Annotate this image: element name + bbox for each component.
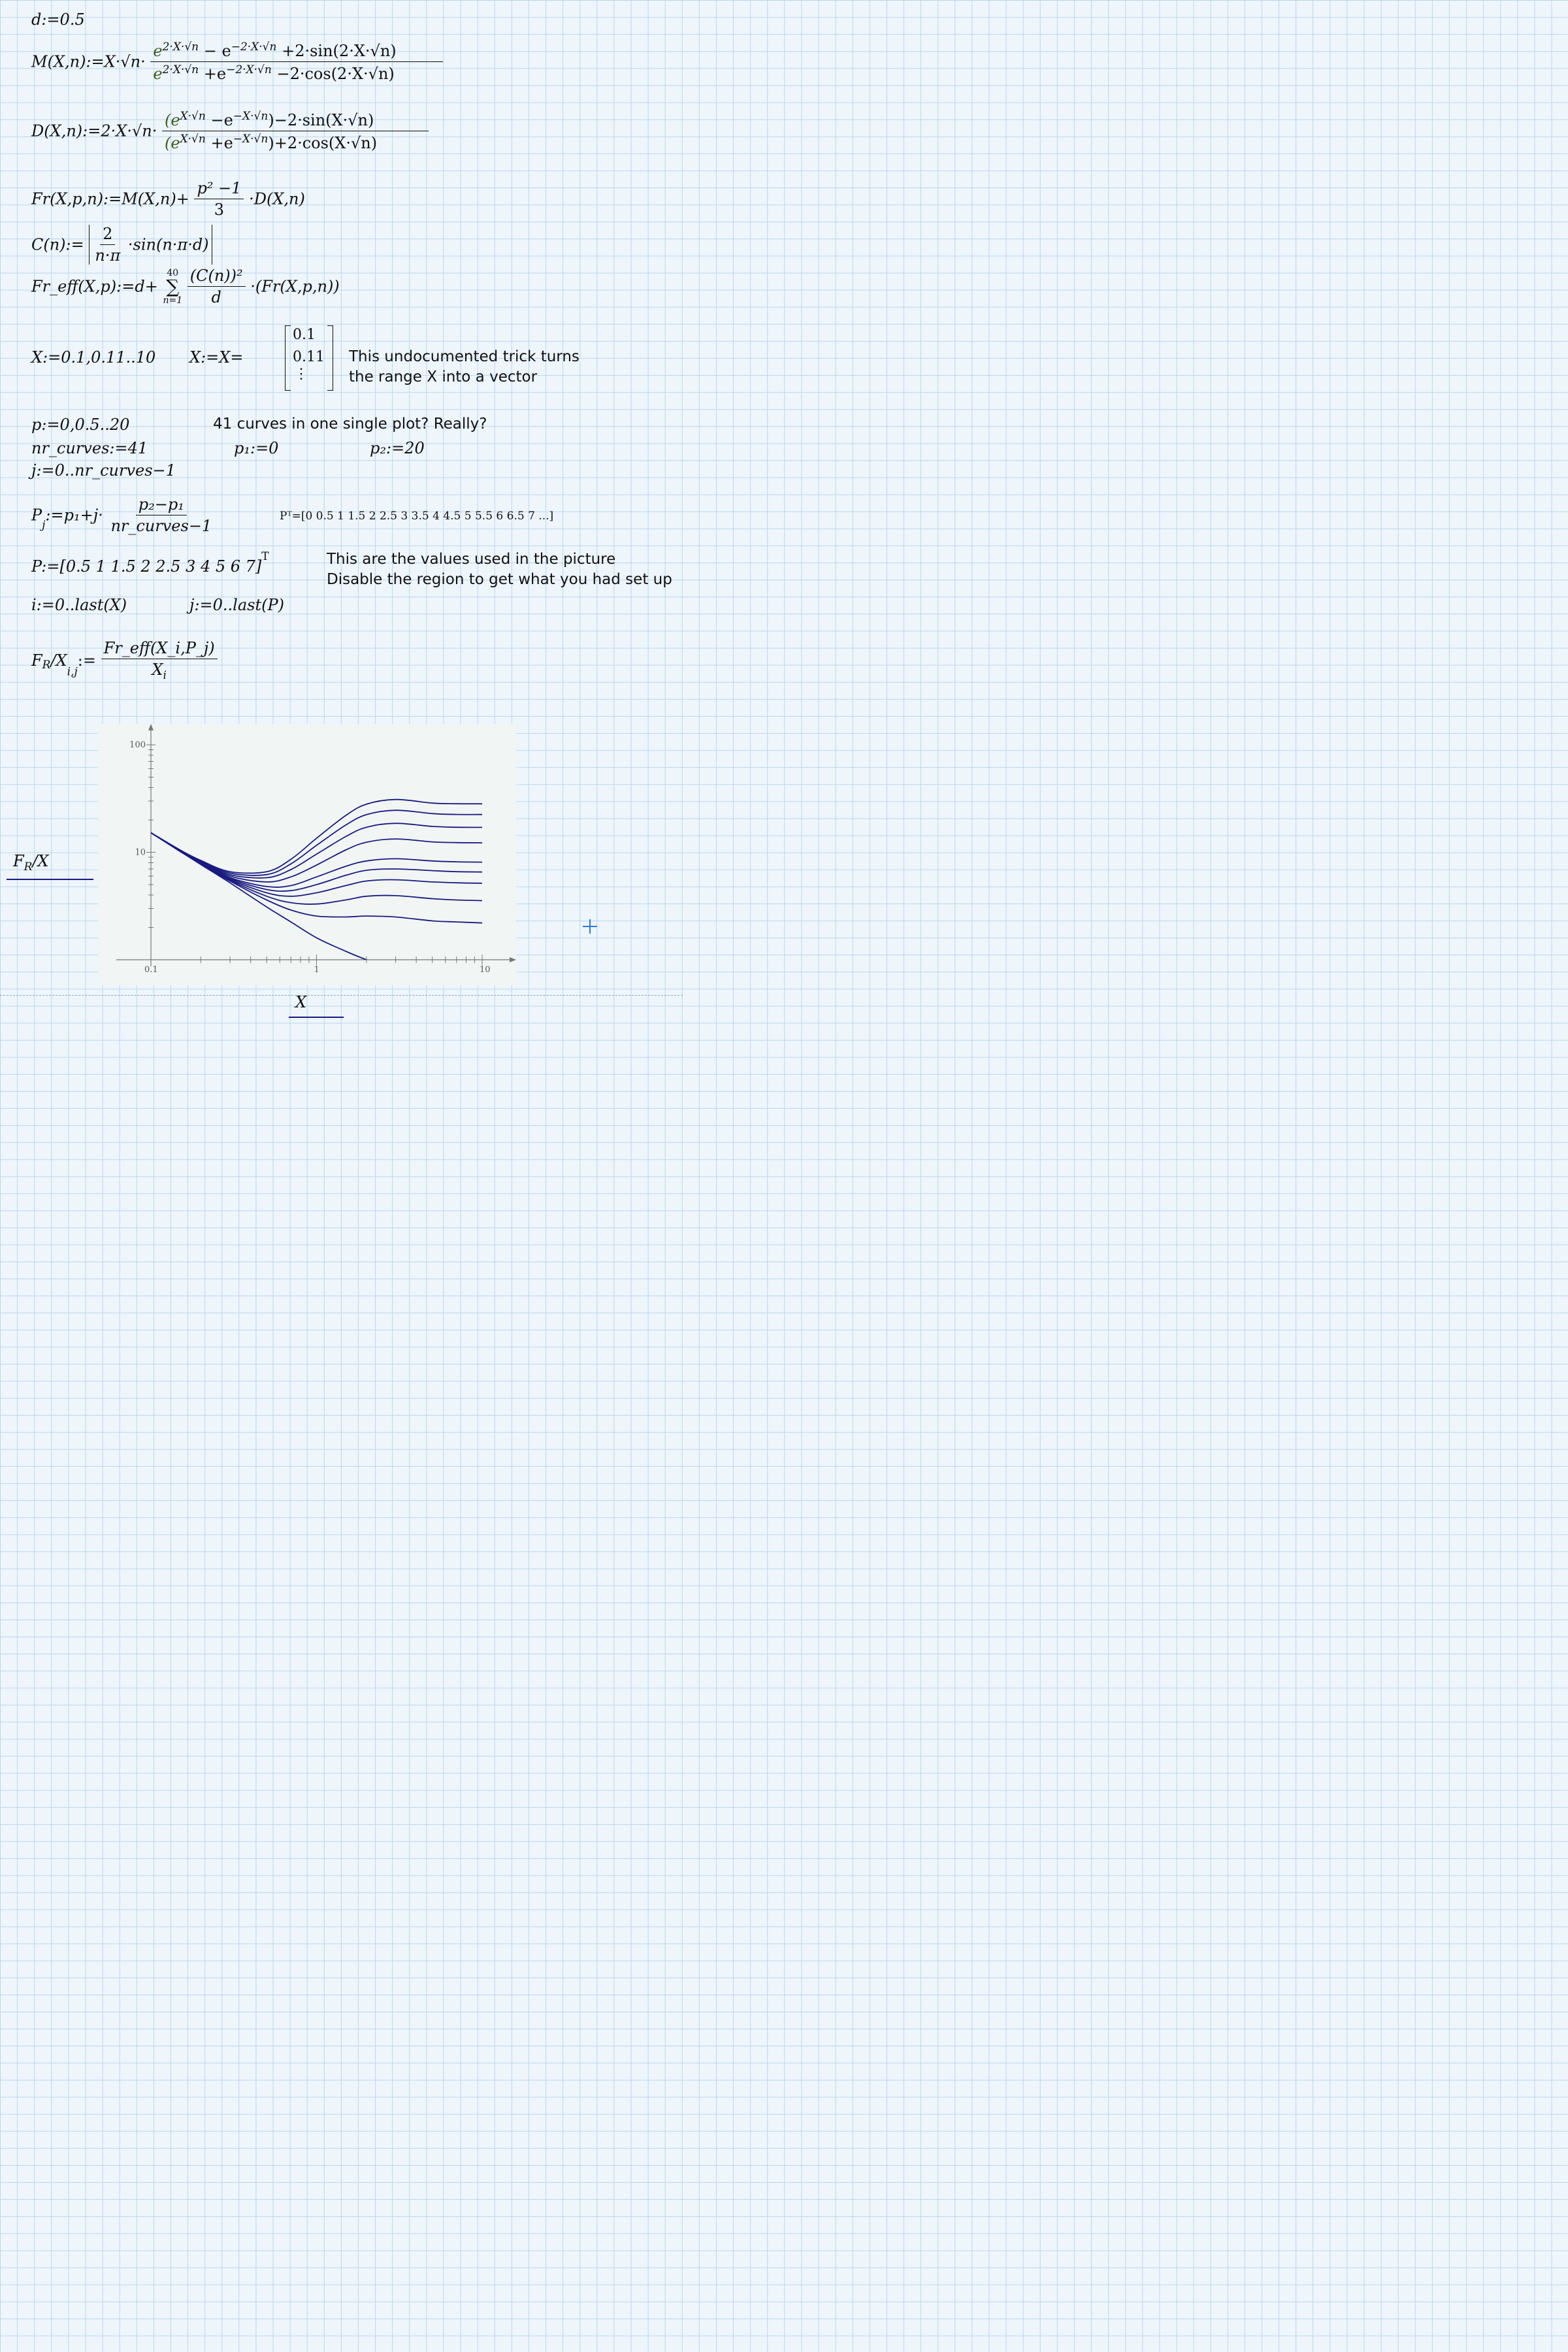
nr-curves-definition[interactable]: nr_curves:=41: [31, 439, 148, 457]
M-num-sin: +2·sin(2·X·√n): [276, 42, 397, 60]
y-tick-label: 10: [135, 847, 146, 858]
FR-lhs-index: i,j: [67, 665, 78, 679]
FR-numerator: Fr_eff(X_i,P_j): [101, 639, 218, 659]
plot-ticks: [129, 740, 490, 975]
x-tick-label: 1: [314, 965, 319, 975]
x-tick-label: 10: [480, 965, 491, 975]
D-den-exp2-power: −X·√n: [233, 133, 269, 146]
M-num-exp1: e: [153, 42, 163, 60]
Freff-numerator: (C(n))²: [188, 267, 246, 287]
y-axis-label[interactable]: [13, 852, 49, 874]
j-range-definition[interactable]: j:=0..nr_curves−1: [31, 461, 176, 480]
M-lhs: M(X,n):=X·√n·: [31, 52, 146, 71]
FR-denominator-sub: i: [163, 668, 167, 682]
FR-lhs: F: [31, 651, 42, 670]
sum-upper-limit: 40: [167, 267, 179, 278]
M-den-cos: −2·cos(2·X·√n): [271, 65, 395, 83]
series-line: [151, 833, 482, 923]
C-rhs: ·sin(n·π·d): [127, 235, 209, 254]
D-lhs: D(X,n):=2·X·√n·: [31, 122, 157, 140]
p1-definition[interactable]: p₁:=0: [234, 439, 279, 457]
D-den-cos: )+2·cos(X·√n): [268, 134, 378, 152]
Pj-denominator: nr_curves−1: [110, 517, 212, 535]
P-override-text: P:=[0.5 1 1.5 2 2.5 3 4 5 6 7]: [31, 557, 262, 576]
Freff-lhs: Fr_eff(X,p):=d+: [31, 277, 158, 296]
FR-assign: :=: [77, 651, 96, 670]
sum-lower-limit: n=1: [163, 295, 183, 306]
x-tick-label: 0.1: [144, 965, 158, 975]
Freff-denominator: d: [211, 288, 221, 306]
matrix-cell: ⋮: [294, 366, 308, 382]
Pj-lhs: P: [31, 506, 42, 525]
X-range-definition[interactable]: X:=0.1,0.11..10: [31, 348, 156, 367]
p-range-definition[interactable]: p:=0,0.5..20: [31, 416, 130, 434]
matrix-cell: 0.11: [293, 349, 325, 365]
x-axis-arrow-icon: [510, 957, 516, 962]
D-num-exp1: (e: [164, 111, 180, 129]
PT-result[interactable]: Pᵀ=[0 0.5 1 1.5 2 2.5 3 3.5 4 4.5 5 5.5 6 6.5 7 ...]: [280, 510, 554, 523]
M-den-exp1: e: [153, 65, 163, 83]
FR-lhs-mid: /X: [50, 651, 67, 670]
sum-icon: ∑: [166, 275, 180, 297]
j-range-definition-2[interactable]: j:=0..last(P): [189, 596, 284, 614]
y-axis-label-render: $F_R/X$: [13, 852, 49, 874]
FR-denominator: X: [152, 661, 163, 679]
Fr-rhs: ·D(X,n): [249, 189, 305, 208]
FR-lhs-sub: R: [42, 659, 51, 672]
D-den-exp1: (e: [164, 134, 180, 152]
x-axis-label-underline: [289, 1017, 344, 1018]
M-num-exp2-power: −2·X·√n: [231, 41, 277, 54]
series-line: [151, 823, 482, 878]
M-num-exp1-power: 2·X·√n: [162, 41, 199, 54]
M-den-exp1-power: 2·X·√n: [162, 63, 199, 76]
Pj-mid: :=p₁+j·: [45, 506, 103, 525]
M-num-exp2: − e: [199, 42, 231, 60]
M-den-exp2-power: −2·X·√n: [226, 63, 272, 76]
y-axis-label-underline: [7, 879, 93, 880]
plot-svg[interactable]: [0, 0, 683, 1024]
p2-definition[interactable]: p₂:=20: [370, 439, 425, 457]
D-den-exp1-power: X·√n: [180, 133, 206, 146]
y-tick-label: 100: [129, 740, 146, 750]
d-definition-text: d:=0.5: [31, 10, 85, 29]
picture-note-line1[interactable]: This are the values used in the picture: [327, 551, 616, 568]
X-vector-eval[interactable]: X:=X=: [189, 348, 244, 367]
C-denominator: n·π: [95, 246, 121, 265]
C-numerator: 2: [100, 225, 115, 245]
page-break-line: [0, 995, 683, 996]
D-den-exp2: +e: [205, 134, 233, 152]
i-range-definition[interactable]: i:=0..last(X): [31, 596, 127, 614]
picture-note-line2[interactable]: Disable the region to get what you had set up: [327, 571, 672, 588]
X-note-line2[interactable]: the range X into a vector: [349, 368, 538, 385]
D-num-sin: )−2·sin(X·√n): [268, 111, 374, 129]
curves-note[interactable]: 41 curves in one single plot? Really?: [213, 416, 487, 433]
X-note-line1[interactable]: This undocumented trick turns: [349, 348, 580, 365]
Freff-rhs: ·(Fr(X,p,n)): [250, 277, 340, 296]
Fr-denominator: 3: [214, 201, 225, 219]
Fr-numerator: p² −1: [194, 179, 244, 199]
series-line: [151, 833, 482, 904]
Pj-subscript: j: [42, 519, 46, 532]
x-axis-label[interactable]: X: [295, 993, 307, 1011]
Fr-lhs: Fr(X,p,n):=M(X,n)+: [31, 189, 189, 208]
series-line: [151, 833, 482, 882]
D-num-exp2: −e: [205, 111, 233, 129]
C-lhs: C(n):=: [31, 235, 84, 254]
D-num-exp2-power: −X·√n: [233, 110, 269, 123]
Pj-numerator: p₂−p₁: [136, 495, 187, 515]
D-num-exp1-power: X·√n: [180, 110, 206, 123]
M-den-exp2: +e: [199, 65, 227, 83]
y-axis-arrow-icon: [148, 724, 154, 730]
crosshair-cursor-icon[interactable]: [583, 919, 597, 934]
matrix-cell: 0.1: [293, 327, 316, 343]
P-override-transpose: T: [261, 550, 269, 563]
